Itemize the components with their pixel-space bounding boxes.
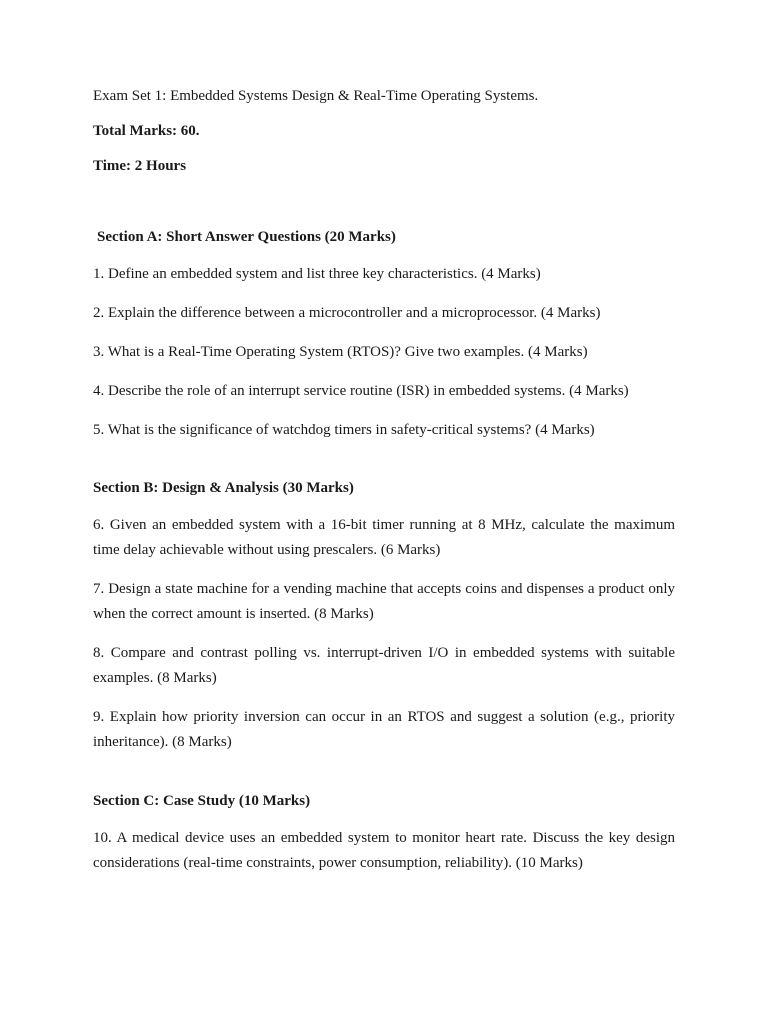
- section-spacer: [93, 769, 675, 791]
- question-4: 4. Describe the role of an interrupt service routine (ISR) in embedded systems. (4 Marks): [93, 383, 629, 399]
- section-b-heading: Section B: Design & Analysis (30 Marks): [93, 480, 354, 496]
- section-c-questions: [93, 826, 675, 876]
- question-2: 2. Explain the difference between a microcontroller and a microprocessor. (4 Marks): [93, 305, 601, 321]
- question-7: 7. Design a state machine for a vending machine that accepts coins and dispenses a product only when the correct amount is inserted. (8 Marks): [93, 581, 675, 622]
- section-c: [93, 791, 675, 876]
- exam-time: Time: 2 Hours: [93, 158, 187, 174]
- total-marks: Total Marks: 60.: [93, 123, 200, 139]
- section-spacer: [93, 457, 675, 478]
- section-b-questions: [93, 513, 675, 755]
- section-a-heading: Section A: Short Answer Questions (20 Marks): [97, 229, 396, 245]
- question-5: 5. What is the significance of watchdog timers in safety-critical systems? (4 Marks): [93, 422, 595, 438]
- question-1: 1. Define an embedded system and list three key characteristics. (4 Marks): [93, 266, 541, 282]
- question-3: 3. What is a Real-Time Operating System (RTOS)? Give two examples. (4 Marks): [93, 344, 588, 360]
- section-b: [93, 478, 675, 755]
- section-c-heading: Section C: Case Study (10 Marks): [93, 793, 311, 809]
- question-8: 8. Compare and contrast polling vs. interrupt-driven I/O in embedded systems with suitable examples. (8 Marks): [93, 645, 675, 686]
- exam-title: Exam Set 1: Embedded Systems Design & Real-Time Operating Systems.: [93, 88, 539, 104]
- question-9: 9. Explain how priority inversion can occur in an RTOS and suggest a solution (e.g., priority inheritance). (8 Marks): [93, 709, 675, 750]
- exam-page: [93, 86, 675, 890]
- section-a: [93, 227, 675, 443]
- question-6: 6. Given an embedded system with a 16-bit timer running at 8 MHz, calculate the maximum time delay achievable without using prescalers. (6 Marks): [93, 517, 675, 558]
- question-10: 10. A medical device uses an embedded system to monitor heart rate. Discuss the key design considerations (real-time constraints, power consumption, reliability). (10 Marks): [93, 830, 675, 871]
- section-a-questions: [93, 262, 675, 443]
